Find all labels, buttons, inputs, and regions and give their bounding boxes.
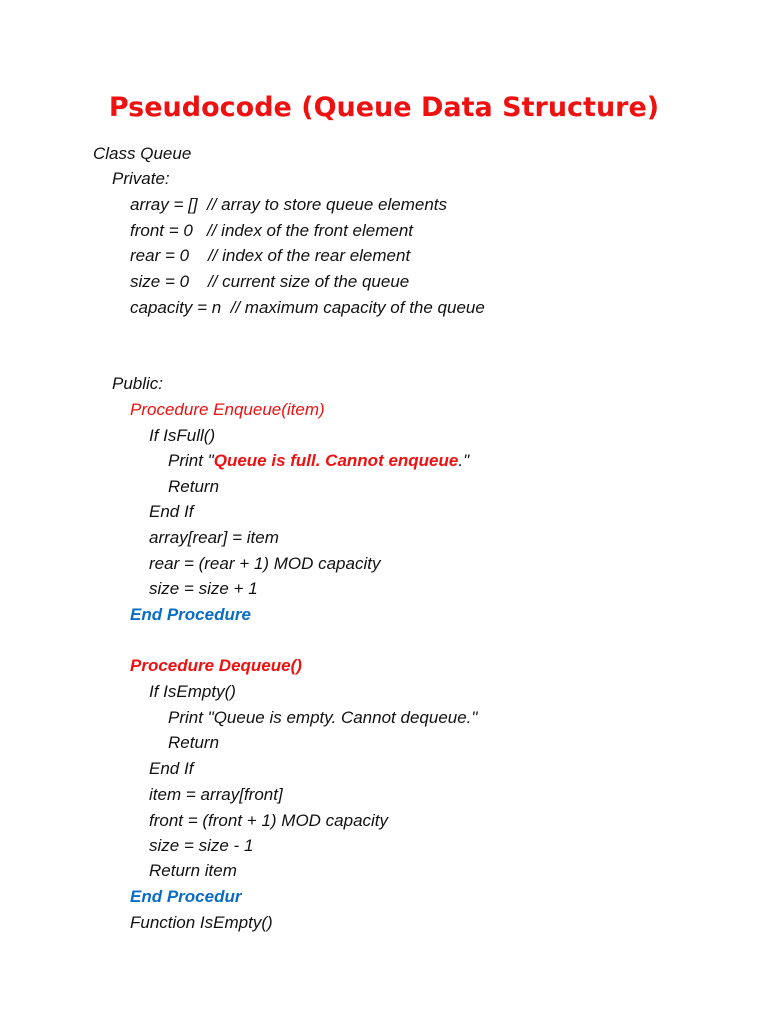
size-declaration: size = 0 // current size of the queue xyxy=(130,272,410,291)
front-declaration: front = 0 // index of the front element xyxy=(130,221,414,240)
private-header: Private: xyxy=(112,169,170,188)
enqueue-print-line xyxy=(168,450,469,472)
dequeue-print: Print "Queue is empty. Cannot dequeue." xyxy=(168,708,478,727)
dequeue-size-update: size = size - 1 xyxy=(149,836,254,855)
rear-declaration: rear = 0 // index of the rear element xyxy=(130,246,411,265)
page-title: Pseudocode (Queue Data Structure) xyxy=(108,92,660,123)
dequeue-return: Return xyxy=(168,733,220,752)
enqueue-if-isfull: If IsFull() xyxy=(149,426,216,445)
enqueue-procedure-header: Procedure Enqueue(item) xyxy=(130,400,325,419)
dequeue-end-if: End If xyxy=(149,759,194,778)
capacity-declaration: capacity = n // maximum capacity of the queue xyxy=(130,298,485,317)
dequeue-procedure-header: Procedure Dequeue() xyxy=(130,656,302,675)
enqueue-print-message: Queue is full. Cannot enqueue xyxy=(213,451,459,470)
class-header: Class Queue xyxy=(93,144,192,163)
enqueue-end-if: End If xyxy=(149,502,194,521)
isempty-function-header: Function IsEmpty() xyxy=(130,913,273,932)
enqueue-print-suffix: ." xyxy=(458,451,470,470)
dequeue-end-procedure: End Procedur xyxy=(130,887,242,906)
dequeue-item: item = array[front] xyxy=(149,785,283,804)
enqueue-end-procedure: End Procedure xyxy=(130,605,251,624)
dequeue-front-update: front = (front + 1) MOD capacity xyxy=(149,811,389,830)
enqueue-rear-update: rear = (rear + 1) MOD capacity xyxy=(149,554,381,573)
dequeue-if-isempty: If IsEmpty() xyxy=(149,682,236,701)
array-declaration: array = [] // array to store queue elements xyxy=(130,195,448,214)
enqueue-size-update: size = size + 1 xyxy=(149,579,258,598)
dequeue-return-item: Return item xyxy=(149,861,237,880)
enqueue-print-prefix: Print " xyxy=(168,451,214,470)
public-header: Public: xyxy=(112,374,164,393)
enqueue-assign: array[rear] = item xyxy=(149,528,279,547)
enqueue-return: Return xyxy=(168,477,220,496)
